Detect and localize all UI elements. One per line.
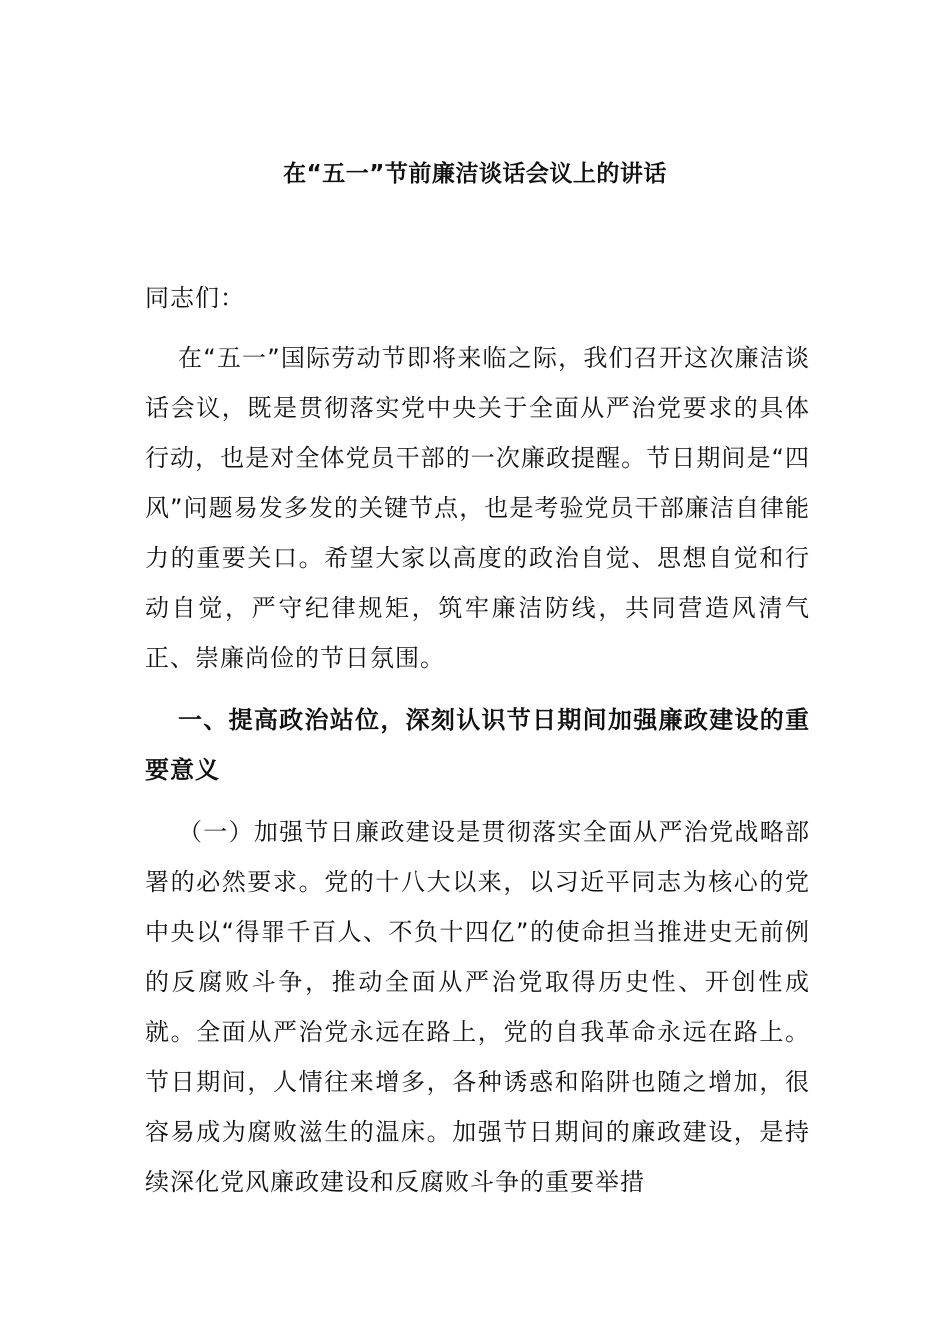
document-title: 在“五一”节前廉洁谈话会议上的讲话 bbox=[283, 161, 667, 187]
subsection-paragraph: （一）加强节日廉政建设是贯彻落实全面从严治党战略部署的必然要求。党的十八大以来，以习近平同志为核心的党中央以“得罪千百人、不负十四亿”的使命担当推进史无前例的反腐败斗争，推动全面从严治党取得历史性、开创性成就。全面从严治党永远在路上，党的自我革命永远在路上。节日期间，人情往来增多，各种诱惑和陷阱也随之增加，很容易成为腐败滋生的温床。加强节日期间的廉政建设，是持续深化党风廉政建设和反腐败斗争的重要举措 bbox=[145, 818, 810, 1196]
greeting: 同志们： bbox=[145, 284, 245, 312]
intro-paragraph: 在“五一”国际劳动节即将来临之际，我们召开这次廉洁谈话会议，既是贯彻落实党中央关于全面从严治党要求的具体行动，也是对全体党员干部的一次廉政提醒。节日期间是“四风”问题易发多发的关键节点，也是考验党员干部廉洁自律能力的重要关口。希望大家以高度的政治自觉、思想自觉和行动自觉，严守纪律规矩，筑牢廉洁防线，共同营造风清气正、崇廉尚俭的节日氛围。 bbox=[145, 344, 810, 672]
section-heading: 一、提高政治站位，深刻认识节日期间加强廉政建设的重要意义 bbox=[145, 706, 810, 784]
